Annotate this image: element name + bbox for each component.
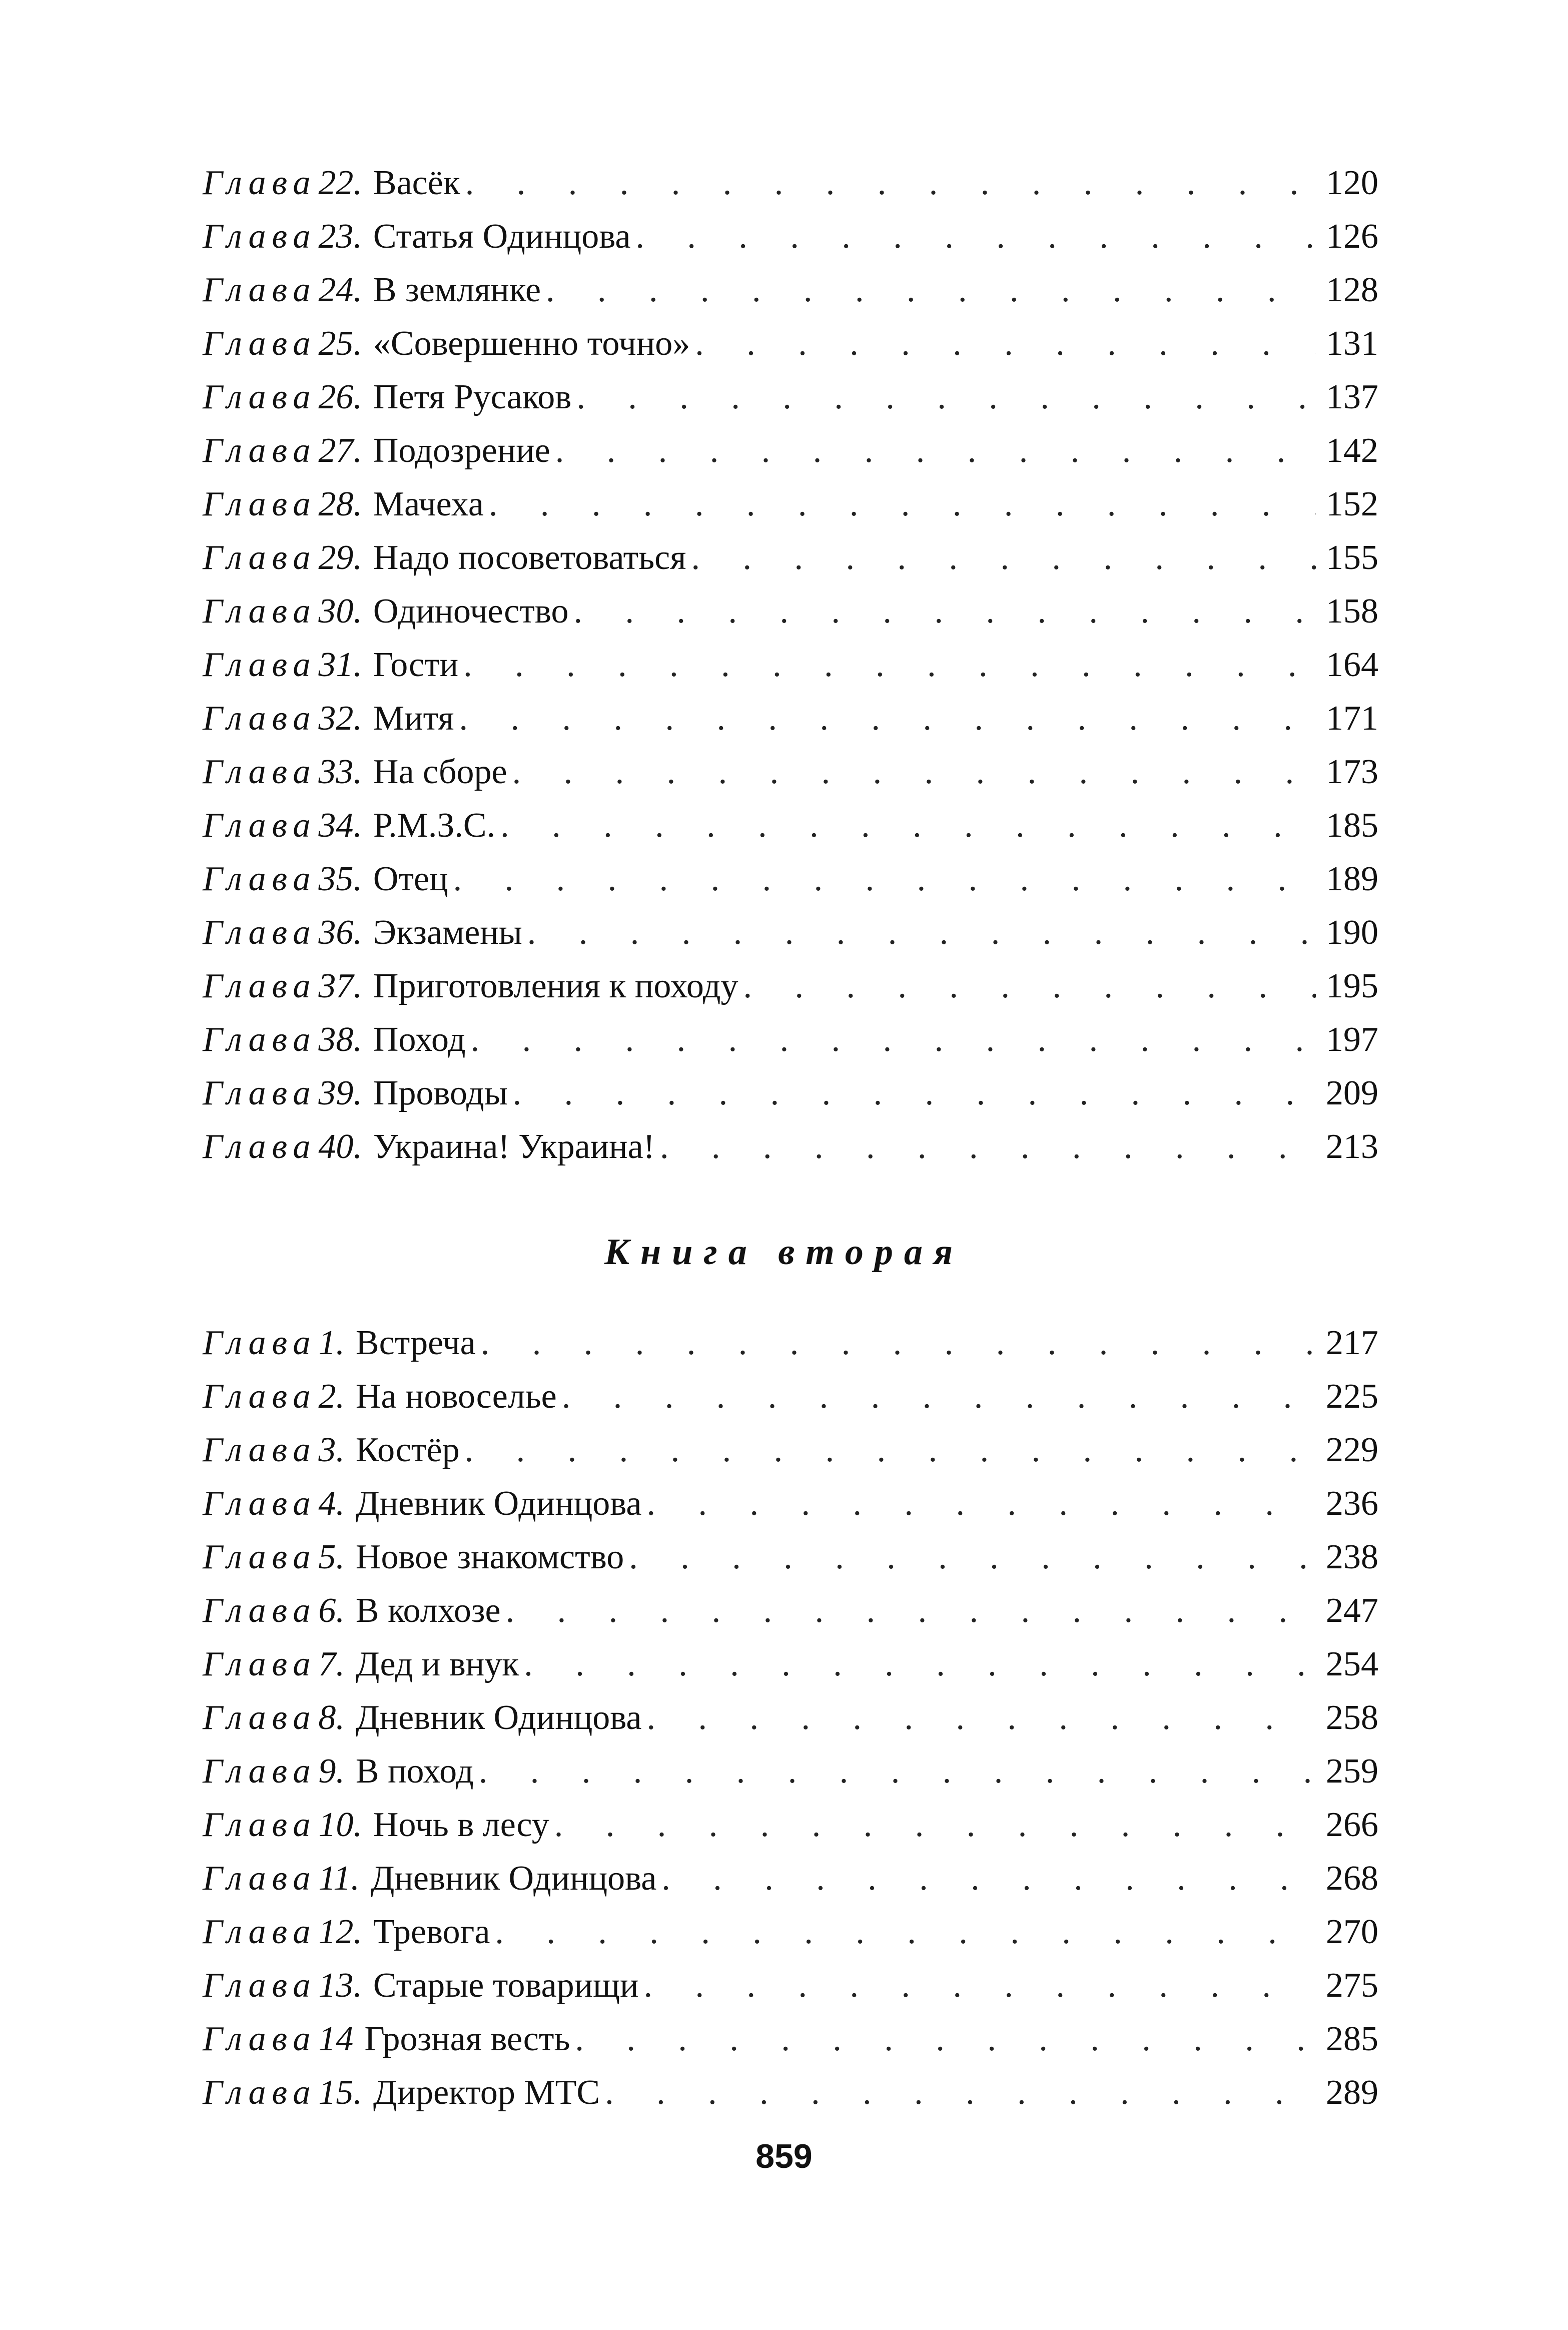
toc-entry (203, 1013, 1378, 1066)
dot-leader (695, 317, 1316, 370)
chapter-title: Старые товарищи (373, 1966, 639, 2005)
toc-book-two (203, 1316, 1378, 2119)
chapter-page-number: 158 (1326, 592, 1378, 631)
toc-entry (203, 210, 1378, 263)
chapter-title: В колхозе (355, 1591, 501, 1630)
chapter-title: Гости (373, 646, 459, 684)
chapter-number: 14 (318, 2020, 354, 2058)
chapter-page-number: 137 (1326, 378, 1378, 416)
chapter-label: Глава (203, 217, 317, 256)
chapter-number: 8. (318, 1698, 345, 1737)
toc-entry (203, 906, 1378, 959)
chapter-page-number: 171 (1326, 699, 1378, 738)
chapter-title: Костёр (355, 1431, 460, 1469)
chapter-page-number: 185 (1326, 806, 1378, 845)
chapter-label: Глава (203, 1538, 317, 1576)
chapter-title: Проводы (373, 1074, 508, 1112)
dot-leader (575, 2012, 1316, 2066)
toc-entry (203, 1066, 1378, 1120)
chapter-number: 25. (318, 324, 362, 363)
chapter-label: Глава (203, 753, 317, 791)
section-heading: Книга вторая (604, 1232, 964, 1273)
chapter-page-number: 190 (1326, 913, 1378, 952)
chapter-number: 10. (318, 1806, 362, 1844)
chapter-page-number: 209 (1326, 1074, 1378, 1112)
chapter-number: 31. (318, 646, 362, 684)
chapter-label: Глава (203, 1127, 317, 1166)
chapter-title: Грозная весть (364, 2020, 570, 2058)
chapter-number: 28. (318, 485, 362, 523)
toc-entry (203, 745, 1378, 799)
chapter-number: 34. (318, 806, 362, 845)
chapter-page-number: 195 (1326, 967, 1378, 1005)
chapter-number: 24. (318, 271, 362, 309)
dot-leader (574, 585, 1316, 638)
chapter-title: Экзамены (373, 913, 522, 952)
dot-leader (660, 1120, 1316, 1174)
chapter-label: Глава (203, 1484, 317, 1523)
chapter-page-number: 266 (1326, 1806, 1378, 1844)
chapter-page-number: 229 (1326, 1431, 1378, 1469)
chapter-number: 39. (318, 1074, 362, 1112)
chapter-number: 40. (318, 1127, 362, 1166)
chapter-page-number: 213 (1326, 1127, 1378, 1166)
chapter-label: Глава (203, 1324, 317, 1362)
chapter-number: 6. (318, 1591, 345, 1630)
toc-entry (203, 959, 1378, 1013)
chapter-label: Глава (203, 1377, 317, 1416)
dot-leader (465, 156, 1316, 210)
chapter-label: Глава (203, 967, 317, 1005)
chapter-page-number: 289 (1326, 2073, 1378, 2112)
chapter-page-number: 126 (1326, 217, 1378, 256)
toc-entry (203, 1370, 1378, 1423)
dot-leader (495, 1905, 1316, 1959)
chapter-title: Украина! Украина! (373, 1127, 655, 1166)
chapter-page-number: 254 (1326, 1645, 1378, 1683)
toc-entry (203, 1691, 1378, 1744)
chapter-title: Дневник Одинцова (355, 1484, 642, 1523)
chapter-label: Глава (203, 378, 317, 416)
chapter-label: Глава (203, 1431, 317, 1469)
chapter-page-number: 155 (1326, 538, 1378, 577)
toc-entry (203, 692, 1378, 745)
dot-leader (646, 1477, 1316, 1530)
chapter-label: Глава (203, 1645, 317, 1683)
dot-leader (471, 1013, 1316, 1066)
chapter-label: Глава (203, 860, 317, 898)
toc-book-one (203, 156, 1378, 1174)
chapter-title: Тревога (373, 1913, 490, 1951)
toc-entry (203, 1744, 1378, 1798)
dot-leader (527, 906, 1316, 959)
chapter-number: 7. (318, 1645, 345, 1683)
chapter-page-number: 131 (1326, 324, 1378, 363)
toc-entry (203, 1798, 1378, 1852)
toc-entry (203, 1530, 1378, 1584)
chapter-title: Подозрение (373, 431, 550, 470)
chapter-title: В поход (355, 1752, 474, 1791)
chapter-number: 22. (318, 164, 362, 202)
dot-leader (524, 1637, 1316, 1691)
dot-leader (465, 1423, 1316, 1477)
toc-entry (203, 585, 1378, 638)
chapter-title: Новое знакомство (355, 1538, 624, 1576)
chapter-title: Надо посоветоваться (373, 538, 686, 577)
chapter-page-number: 236 (1326, 1484, 1378, 1523)
chapter-number: 36. (318, 913, 362, 952)
chapter-label: Глава (203, 1698, 317, 1737)
chapter-title: Встреча (355, 1324, 476, 1362)
dot-leader (691, 531, 1316, 585)
toc-entry (203, 531, 1378, 585)
chapter-page-number: 225 (1326, 1377, 1378, 1416)
chapter-title: Статья Одинцова (373, 217, 631, 256)
chapter-title: Поход (373, 1020, 466, 1059)
chapter-label: Глава (203, 485, 317, 523)
dot-leader (635, 210, 1316, 263)
dot-leader (576, 370, 1316, 424)
toc-entry (203, 263, 1378, 317)
chapter-label: Глава (203, 1020, 317, 1059)
chapter-title: В землянке (373, 271, 541, 309)
toc-entry (203, 638, 1378, 692)
dot-leader (554, 1798, 1316, 1852)
dot-leader (506, 1584, 1316, 1637)
chapter-title: «Совершенно точно» (373, 324, 690, 363)
chapter-label: Глава (203, 1752, 317, 1791)
chapter-page-number: 258 (1326, 1698, 1378, 1737)
toc-entry (203, 1852, 1378, 1905)
chapter-number: 2. (318, 1377, 345, 1416)
chapter-page-number: 120 (1326, 164, 1378, 202)
toc-entry (203, 2066, 1378, 2119)
dot-leader (629, 1530, 1316, 1584)
toc-entry (203, 799, 1378, 852)
chapter-title: Васёк (373, 164, 460, 202)
chapter-number: 29. (318, 538, 362, 577)
chapter-number: 38. (318, 1020, 362, 1059)
chapter-title: На новоселье (355, 1377, 557, 1416)
chapter-title: Мачеха (373, 485, 484, 523)
dot-leader (481, 1316, 1316, 1370)
toc-entry (203, 370, 1378, 424)
chapter-number: 26. (318, 378, 362, 416)
chapter-label: Глава (203, 1913, 317, 1951)
dot-leader (661, 1852, 1316, 1905)
toc-entry (203, 1584, 1378, 1637)
dot-leader (500, 799, 1316, 852)
dot-leader (743, 959, 1316, 1013)
dot-leader (489, 477, 1316, 531)
chapter-title: Дед и внук (355, 1645, 519, 1683)
chapter-page-number: 142 (1326, 431, 1378, 470)
chapter-title: Отец (373, 860, 448, 898)
page-number: 859 (755, 2137, 813, 2175)
chapter-number: 32. (318, 699, 362, 738)
dot-leader (555, 424, 1316, 477)
toc-entry (203, 2012, 1378, 2066)
toc-entry (203, 424, 1378, 477)
chapter-number: 5. (318, 1538, 345, 1576)
chapter-number: 27. (318, 431, 362, 470)
toc-entry (203, 852, 1378, 906)
dot-leader (562, 1370, 1316, 1423)
chapter-label: Глава (203, 1074, 317, 1112)
chapter-page-number: 189 (1326, 860, 1378, 898)
chapter-title: Дневник Одинцова (370, 1859, 657, 1898)
dot-leader (643, 1959, 1316, 2012)
chapter-title: Директор МТС (373, 2073, 600, 2112)
chapter-label: Глава (203, 2073, 317, 2112)
chapter-page-number: 173 (1326, 753, 1378, 791)
chapter-label: Глава (203, 1591, 317, 1630)
chapter-title: На сборе (373, 753, 507, 791)
chapter-page-number: 217 (1326, 1324, 1378, 1362)
chapter-label: Глава (203, 538, 317, 577)
chapter-page-number: 285 (1326, 2020, 1378, 2058)
chapter-page-number: 128 (1326, 271, 1378, 309)
chapter-page-number: 164 (1326, 646, 1378, 684)
toc-entry (203, 156, 1378, 210)
chapter-title: Дневник Одинцова (355, 1698, 642, 1737)
chapter-label: Глава (203, 431, 317, 470)
chapter-label: Глава (203, 324, 317, 363)
chapter-title: Митя (373, 699, 454, 738)
chapter-title: Петя Русаков (373, 378, 572, 416)
chapter-page-number: 275 (1326, 1966, 1378, 2005)
dot-leader (512, 745, 1316, 799)
dot-leader (513, 1066, 1316, 1120)
toc-entry (203, 1316, 1378, 1370)
chapter-page-number: 152 (1326, 485, 1378, 523)
chapter-label: Глава (203, 699, 317, 738)
dot-leader (453, 852, 1316, 906)
toc-entry (203, 1423, 1378, 1477)
chapter-label: Глава (203, 1966, 317, 2005)
chapter-number: 3. (318, 1431, 345, 1469)
toc-entry (203, 317, 1378, 370)
dot-leader (463, 638, 1316, 692)
chapter-number: 23. (318, 217, 362, 256)
chapter-title: Ночь в лесу (373, 1806, 549, 1844)
toc-entry (203, 1637, 1378, 1691)
chapter-number: 12. (318, 1913, 362, 1951)
chapter-number: 11. (318, 1859, 360, 1898)
chapter-number: 30. (318, 592, 362, 631)
chapter-label: Глава (203, 806, 317, 845)
chapter-number: 15. (318, 2073, 362, 2112)
toc-entry (203, 1905, 1378, 1959)
toc-entry (203, 1120, 1378, 1174)
chapter-number: 37. (318, 967, 362, 1005)
chapter-label: Глава (203, 913, 317, 952)
dot-leader (546, 263, 1316, 317)
chapter-label: Глава (203, 2020, 317, 2058)
chapter-label: Глава (203, 592, 317, 631)
chapter-page-number: 247 (1326, 1591, 1378, 1630)
chapter-number: 4. (318, 1484, 345, 1523)
chapter-label: Глава (203, 646, 317, 684)
dot-leader (479, 1744, 1316, 1798)
chapter-label: Глава (203, 1806, 317, 1844)
chapter-page-number: 259 (1326, 1752, 1378, 1791)
toc-entry (203, 1959, 1378, 2012)
chapter-label: Глава (203, 164, 317, 202)
toc-entry (203, 1477, 1378, 1530)
chapter-title: Р.М.З.С. (373, 806, 496, 845)
dot-leader (605, 2066, 1316, 2119)
dot-leader (646, 1691, 1316, 1744)
chapter-page-number: 270 (1326, 1913, 1378, 1951)
toc-entry (203, 477, 1378, 531)
chapter-title: Одиночество (373, 592, 569, 631)
chapter-label: Глава (203, 1859, 317, 1898)
dot-leader (459, 692, 1316, 745)
chapter-page-number: 197 (1326, 1020, 1378, 1059)
chapter-number: 13. (318, 1966, 362, 2005)
chapter-number: 35. (318, 860, 362, 898)
chapter-number: 1. (318, 1324, 345, 1362)
chapter-page-number: 268 (1326, 1859, 1378, 1898)
chapter-title: Приготовления к походу (373, 967, 738, 1005)
chapter-label: Глава (203, 271, 317, 309)
chapter-number: 33. (318, 753, 362, 791)
chapter-number: 9. (318, 1752, 345, 1791)
chapter-page-number: 238 (1326, 1538, 1378, 1576)
